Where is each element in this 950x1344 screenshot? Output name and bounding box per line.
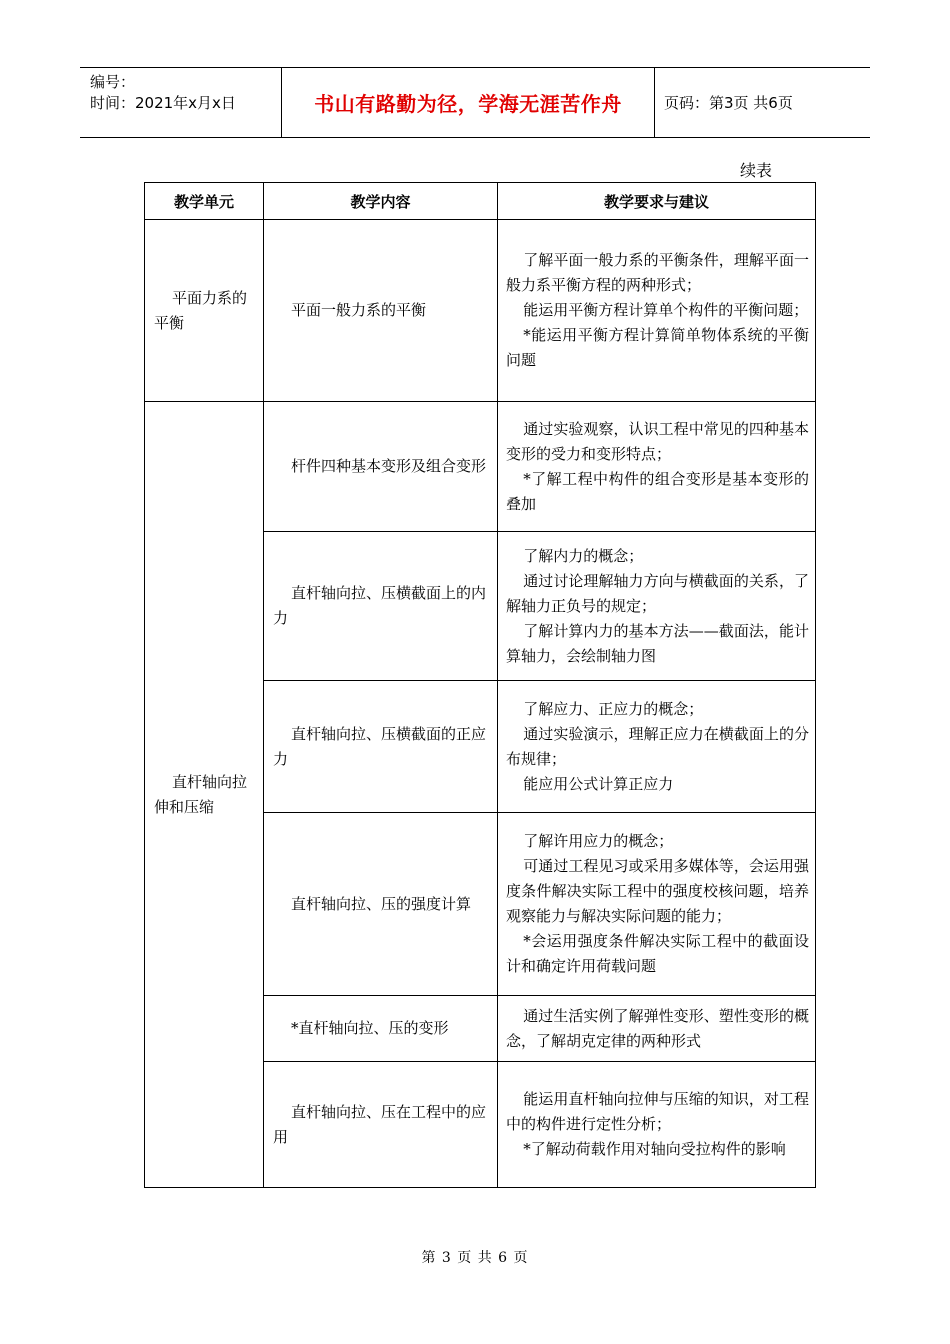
table-header-row	[145, 183, 816, 220]
requirement-item: 可通过工程见习或采用多媒体等，会运用强度条件解决实际工程中的强度校核问题，培养观察能力与解决实际问题的能力；	[506, 857, 809, 925]
document-time-label: 时间：2021年x月x日	[90, 94, 236, 112]
continued-label: 续表	[740, 161, 773, 180]
requirement-item: 了解平面一般力系的平衡条件，理解平面一般力系平衡方程的两种形式；	[506, 251, 809, 294]
unit-name: 直杆轴向拉伸和压缩	[145, 402, 264, 1188]
header-left	[90, 72, 236, 114]
teaching-table	[144, 182, 816, 1188]
content-cell: 直杆轴向拉、压的强度计算	[264, 813, 498, 996]
requirement-item: *能运用平衡方程计算简单物体系统的平衡问题	[506, 326, 809, 369]
content-cell: 直杆轴向拉、压横截面上的内力	[264, 532, 498, 681]
requirement-item: 通过实验观察，认识工程中常见的四种基本变形的受力和变形特点；	[506, 419, 809, 463]
requirement-item: 通过实验演示，理解正应力在横截面上的分布规律；	[506, 724, 809, 768]
requirements-cell	[498, 532, 816, 681]
requirements-cell	[498, 813, 816, 996]
page-header	[80, 67, 870, 138]
requirements-cell	[498, 402, 816, 532]
content-cell: 杆件四种基本变形及组合变形	[264, 402, 498, 532]
content-cell: 直杆轴向拉、压横截面的正应力	[264, 681, 498, 813]
unit-name: 平面力系的平衡	[145, 220, 264, 402]
requirement-item: 了解计算内力的基本方法——截面法，能计算轴力，会绘制轴力图	[506, 621, 809, 665]
page-footer: 第 3 页 共 6 页	[421, 1250, 529, 1266]
requirement-item: 了解应力、正应力的概念；	[523, 699, 704, 718]
header-motto: 书山有路勤为径，学海无涯苦作舟	[314, 92, 622, 116]
header-unit: 教学单元	[145, 183, 264, 220]
document-number-label: 编号：	[90, 73, 136, 91]
header-requirements: 教学要求与建议	[498, 183, 816, 220]
requirement-item: 通过生活实例了解弹性变形、塑性变形的概念，了解胡克定律的两种形式	[506, 1006, 809, 1050]
requirement-item: *了解工程中构件的组合变形是基本变形的叠加	[506, 469, 809, 513]
requirement-item: *了解动荷载作用对轴向受拉构件的影响	[523, 1140, 786, 1158]
requirements-cell	[498, 1062, 816, 1188]
requirements-cell	[498, 996, 816, 1062]
header-motto-cell	[281, 68, 655, 137]
requirement-item: 通过讨论理解轴力方向与横截面的关系，了解轴力正负号的规定；	[506, 571, 809, 615]
requirement-item: 能运用直杆轴向拉伸与压缩的知识，对工程中的构件进行定性分析；	[506, 1090, 809, 1133]
requirements-cell	[498, 681, 816, 813]
requirement-item: *会运用强度条件解决实际工程中的截面设计和确定许用荷载问题	[506, 932, 809, 975]
content-cell: 平面一般力系的平衡	[264, 220, 498, 402]
header-page-label: 页码：第3页 共6页	[664, 94, 793, 112]
table-row	[145, 220, 816, 402]
table-row	[145, 402, 816, 532]
requirement-item: 了解许用应力的概念；	[523, 832, 674, 850]
requirement-item: 能运用平衡方程计算单个构件的平衡问题；	[523, 301, 809, 319]
requirements-cell	[498, 220, 816, 402]
requirement-item: 了解内力的概念；	[523, 546, 644, 565]
content-cell: 直杆轴向拉、压在工程中的应用	[264, 1062, 498, 1188]
content-cell: *直杆轴向拉、压的变形	[264, 996, 498, 1062]
requirement-item: 能应用公式计算正应力	[523, 774, 674, 793]
header-content: 教学内容	[264, 183, 498, 220]
